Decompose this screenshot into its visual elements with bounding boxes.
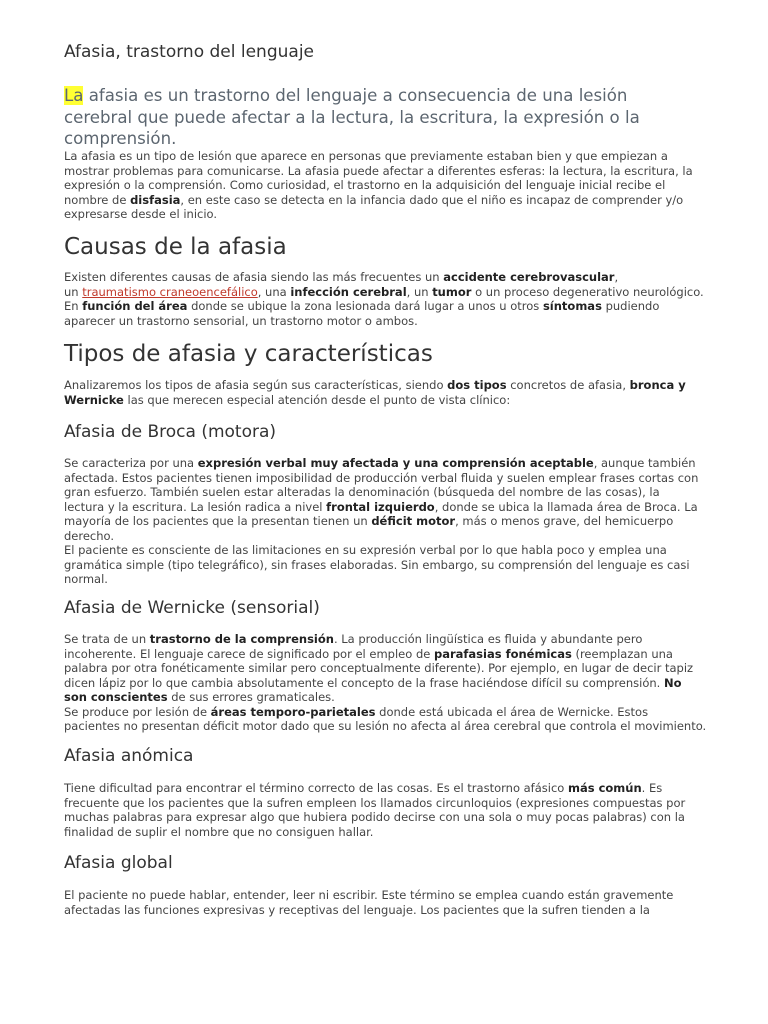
highlighted-word: La bbox=[64, 86, 84, 105]
text-run: En bbox=[64, 299, 83, 313]
text-line: afectada. Estos pacientes tienen imposibilidad de producción verbal fluida y suelen emplear frases cortas con bbox=[64, 470, 699, 485]
text-line: muchas palabras para expresar algo que hubiera podido decirse con una sola o muy pocas palabras) con la bbox=[64, 810, 685, 824]
text-line: finalidad de suplir el nombre que no consiguen hallar. bbox=[64, 824, 374, 839]
text-run: Se produce por lesión de bbox=[64, 704, 211, 719]
text-line bbox=[64, 647, 704, 662]
text-line bbox=[64, 690, 704, 705]
bold-term: dos tipos bbox=[447, 378, 507, 392]
text-line: normal. bbox=[64, 572, 108, 586]
text-run: . Es bbox=[641, 781, 663, 795]
heading-wernicke: Afasia de Wernicke (sensorial) bbox=[64, 598, 320, 618]
bold-term: parafasias fonémicas bbox=[433, 646, 572, 661]
wernicke-paragraph bbox=[64, 632, 707, 734]
text-line: mostrar problemas para comunicarse. La afasia puede afectar a diferentes esferas: la lectura, la escritura, la bbox=[64, 163, 693, 178]
bold-term: Wernicke bbox=[64, 392, 124, 407]
text-line bbox=[64, 514, 704, 529]
text-line: derecho. bbox=[64, 528, 115, 543]
text-run: , un bbox=[406, 284, 433, 299]
text-run: lectura y la escritura. La lesión radica a nivel bbox=[64, 499, 327, 514]
text-line bbox=[64, 393, 704, 408]
text-run: nombre de bbox=[64, 192, 131, 207]
text-line: palabra por otra fonéticamente similar pero conceptualmente diferente). Por ejemplo, en lugar de decir tapiz bbox=[64, 661, 694, 675]
text-line bbox=[64, 299, 704, 314]
causas-paragraph bbox=[64, 270, 704, 328]
text-line: expresarse desde el inicio. bbox=[64, 207, 218, 221]
text-line: frecuente que los pacientes que la sufren empleen los llamados circunloquios (expresiones compuestas por bbox=[64, 795, 686, 810]
text-line bbox=[64, 270, 704, 285]
intro-paragraph bbox=[64, 149, 704, 222]
text-run: Se caracteriza por una bbox=[64, 456, 198, 470]
text-line bbox=[64, 285, 704, 300]
text-line: gramática simple (tipo telegráfico), sin frases elaboradas. Sin embargo, su comprensión del lenguaje es casi bbox=[64, 557, 690, 572]
text-run: , aunque también bbox=[593, 456, 696, 470]
text-line: afectadas las funciones expresivas y receptivas del lenguaje. Los pacientes que la sufren tienden a la bbox=[64, 902, 650, 917]
bold-term: No bbox=[663, 675, 682, 690]
text-run: incoherente. El lenguaje carece de significado por el empleo de bbox=[64, 646, 434, 661]
text-line: El paciente no puede hablar, entender, leer ni escribir. Este término se emplea cuando están gravemente bbox=[64, 888, 674, 902]
text-run: donde está ubicada el área de Wernicke. Estos bbox=[375, 704, 649, 719]
text-line: La afasia es un tipo de lesión que aparece en personas que previamente estaban bien y que empiezan a bbox=[64, 149, 668, 163]
bold-term: tumor bbox=[432, 284, 472, 299]
text-line bbox=[64, 705, 704, 720]
text-run: , más o menos grave, del hemicuerpo bbox=[455, 514, 674, 528]
text-run: (reemplazan una bbox=[571, 646, 673, 661]
text-run: donde se ubique la zona lesionada dará lugar a unos u otros bbox=[187, 299, 543, 313]
text-line bbox=[64, 676, 704, 691]
text-line bbox=[64, 781, 704, 796]
text-run: las que merecen especial atención desde el punto de vista clínico: bbox=[123, 392, 511, 407]
bold-term: disfasia bbox=[130, 192, 181, 207]
text-line bbox=[64, 456, 704, 471]
bold-term: son conscientes bbox=[64, 690, 168, 704]
text-run: , donde se ubica la llamada área de Broca. La bbox=[434, 499, 698, 514]
text-line: aparecer un trastorno sensorial, un trastorno motor o ambos. bbox=[64, 313, 418, 328]
text-run: Analizaremos los tipos de afasia según sus características, siendo bbox=[64, 378, 448, 392]
bold-term: frontal izquierdo bbox=[326, 499, 435, 514]
anomica-paragraph bbox=[64, 781, 704, 839]
text-run: dicen lápiz por lo que cambia absolutamente el concepto de la frase haciéndose difícil su comprensión. bbox=[64, 675, 664, 690]
text-run: o un proceso degenerativo neurológico. bbox=[471, 284, 704, 299]
text-run: un bbox=[64, 284, 83, 299]
text-run: de sus errores gramaticales. bbox=[167, 690, 335, 704]
global-paragraph bbox=[64, 888, 704, 917]
heading-tipos: Tipos de afasia y características bbox=[64, 341, 433, 367]
bold-term: expresión verbal muy afectada y una comprensión aceptable bbox=[197, 456, 594, 470]
lead-paragraph bbox=[64, 85, 694, 150]
heading-causas: Causas de la afasia bbox=[64, 234, 287, 260]
bold-term: déficit motor bbox=[371, 514, 456, 528]
bold-term: más común bbox=[567, 781, 642, 795]
text-run: , una bbox=[257, 284, 291, 299]
text-run: Se trata de un bbox=[64, 632, 150, 646]
text-line: gran esfuerzo. También suelen estar alteradas la denominación (búsqueda del nombre de las cosas), la bbox=[64, 485, 660, 499]
broca-paragraph bbox=[64, 456, 704, 587]
bold-term: síntomas bbox=[542, 299, 602, 313]
text-line bbox=[64, 632, 704, 647]
text-run: Existen diferentes causas de afasia siendo las más frecuentes un bbox=[64, 270, 444, 284]
heading-anomica: Afasia anómica bbox=[64, 746, 194, 766]
text-run: Tiene dificultad para encontrar el término correcto de las cosas. Es el trastorno afásico bbox=[64, 781, 568, 795]
text-run: concretos de afasia, bbox=[506, 378, 630, 392]
text-line bbox=[64, 193, 704, 208]
text-line: pacientes no presentan déficit motor dado que su lesión no afecta al área cerebral que controla el movimiento. bbox=[64, 719, 707, 733]
text-run: , en este caso se detecta en la infancia dado que el niño es incapaz de comprender y/o bbox=[180, 192, 684, 207]
bold-term: accidente cerebrovascular bbox=[443, 270, 615, 284]
lead-text: afasia es un trastorno del lenguaje a consecuencia de una lesión cerebral que puede afectar a la lectura, la escritura, la expresión o la comprensión. bbox=[64, 86, 640, 148]
text-line bbox=[64, 378, 704, 393]
text-run: . La producción lingüística es fluida y abundante pero bbox=[333, 632, 643, 646]
bold-term: bronca y bbox=[629, 378, 686, 392]
heading-global: Afasia global bbox=[64, 853, 173, 873]
heading-broca: Afasia de Broca (motora) bbox=[64, 422, 277, 442]
text-run: , bbox=[614, 270, 619, 284]
traumatismo-link[interactable]: traumatismo craneoencefálico bbox=[82, 284, 258, 299]
text-line bbox=[64, 500, 704, 515]
bold-term: infección cerebral bbox=[290, 284, 407, 299]
page-title: Afasia, trastorno del lenguaje bbox=[64, 42, 314, 62]
text-run: pudiendo bbox=[601, 299, 660, 313]
text-run: mayoría de los pacientes que la presentan tienen un bbox=[64, 514, 372, 528]
tipos-paragraph bbox=[64, 378, 704, 407]
bold-term: función del área bbox=[82, 299, 188, 313]
text-line: El paciente es consciente de las limitaciones en su expresión verbal por lo que habla poco y emplea una bbox=[64, 543, 667, 557]
bold-term: áreas temporo-parietales bbox=[210, 704, 376, 719]
bold-term: trastorno de la comprensión bbox=[149, 632, 334, 646]
text-line: expresión o la comprensión. Como curiosidad, el trastorno en la adquisición del lenguaje inicial recibe el bbox=[64, 178, 666, 192]
